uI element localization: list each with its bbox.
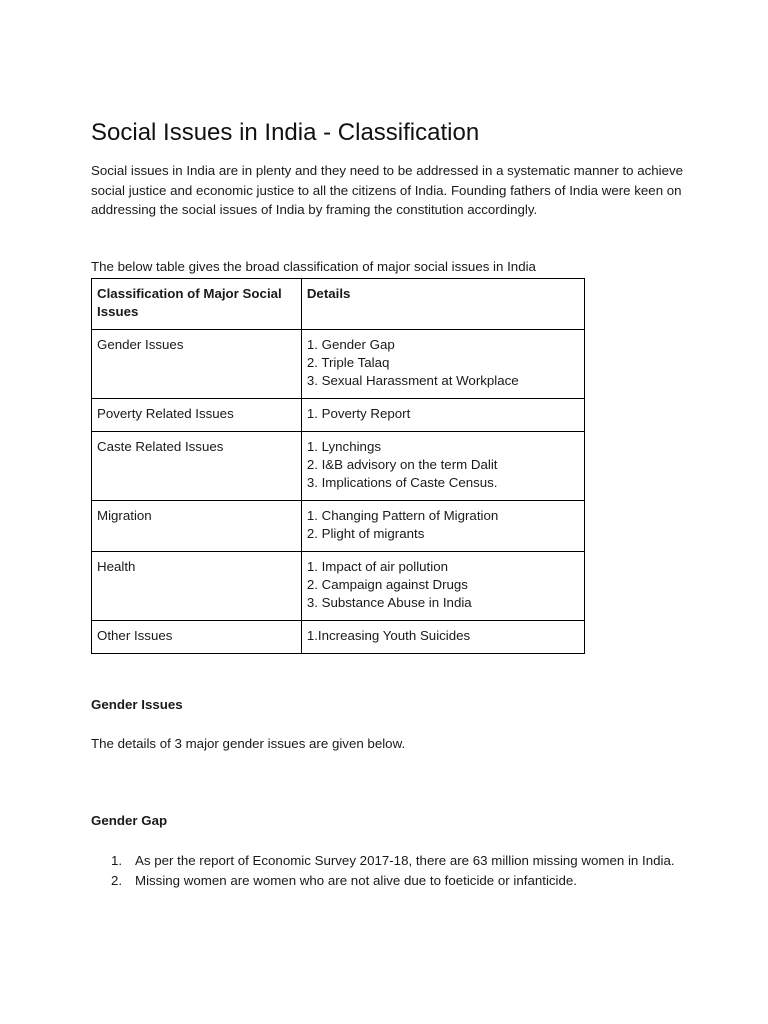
list-item-number: 1. (111, 853, 123, 868)
list-item-text: Missing women are women who are not alive due to foeticide or infanticide. (135, 872, 577, 888)
gender-issues-text: The details of 3 major gender issues are given below. (91, 736, 406, 751)
list-item-number: 2. (111, 872, 123, 888)
detail-item: 1. Impact of air pollution (306, 559, 448, 574)
table-row (92, 501, 585, 552)
list-item-text: As per the report of Economic Survey 2017-18, there are 63 million missing women in India. (135, 853, 675, 868)
detail-item: 1. Changing Pattern of Migration (306, 508, 499, 523)
detail-item: 2. I&B advisory on the term Dalit (306, 457, 498, 472)
category-cell: Poverty Related Issues (92, 399, 302, 432)
detail-item: 2. Plight of migrants (306, 526, 425, 541)
document-title: Social Issues in India - Classification (91, 119, 480, 146)
header-details: Details (301, 279, 584, 330)
list-item (91, 871, 691, 891)
detail-item: 2. Campaign against Drugs (306, 577, 468, 592)
intro-paragraph: Social issues in India are in plenty and they need to be addressed in a systematic manner to achieve social justice and economic justice to all the citizens of India. Founding fathers of India were keen on addressing the social issues of India by framing the constitution accordingly. (91, 163, 684, 217)
detail-item: 1. Lynchings (306, 439, 381, 454)
category-cell: Health (92, 552, 302, 621)
table-caption: The below table gives the broad classification of major social issues in India (91, 259, 536, 274)
table-header-row (92, 279, 585, 330)
details-cell (301, 501, 584, 552)
gender-issues-heading: Gender Issues (91, 697, 183, 712)
detail-item: 3. Substance Abuse in India (306, 595, 472, 610)
header-classification: Classification of Major Social Issues (92, 279, 302, 330)
details-cell (301, 330, 584, 399)
table-row (92, 432, 585, 501)
detail-item: 1. Poverty Report (306, 406, 411, 421)
details-cell (301, 399, 584, 432)
detail-item: 2. Triple Talaq (306, 355, 390, 370)
category-cell: Other Issues (92, 621, 302, 654)
gender-gap-heading: Gender Gap (91, 813, 168, 828)
table-row (92, 552, 585, 621)
table-body (92, 330, 585, 654)
gender-gap-list (91, 851, 691, 890)
details-cell (301, 552, 584, 621)
detail-item: 1.Increasing Youth Suicides (306, 628, 471, 643)
category-cell: Gender Issues (92, 330, 302, 399)
details-cell (301, 432, 584, 501)
detail-item: 3. Implications of Caste Census. (306, 475, 498, 490)
detail-item: 3. Sexual Harassment at Workplace (306, 373, 519, 388)
details-cell (301, 621, 584, 654)
table-row (92, 330, 585, 399)
detail-item: 1. Gender Gap (306, 337, 395, 352)
table-row (92, 399, 585, 432)
category-cell: Migration (92, 501, 302, 552)
classification-table (91, 278, 585, 654)
list-item (91, 851, 691, 871)
table-row (92, 621, 585, 654)
category-cell: Caste Related Issues (92, 432, 302, 501)
